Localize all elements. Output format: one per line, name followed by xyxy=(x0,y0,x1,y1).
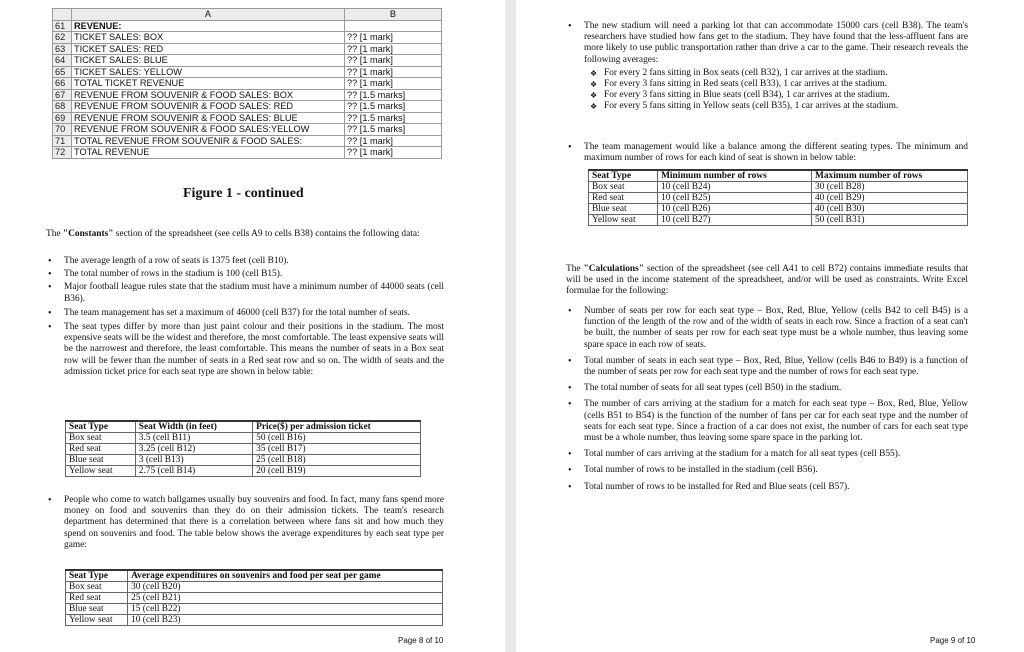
table-cell: 2.75 (cell B14) xyxy=(135,466,252,477)
cell-b: ?? [1 mark] xyxy=(345,78,442,90)
table-cell: 25 (cell B18) xyxy=(253,455,421,466)
list-item: • Number of seats per row for each seat type – Box, Red, Blue, Yellow (cells B42 to cell B45) is a function of the length of the row and of the width of seats in each row. Since a fraction of a seat can't be built, the number of seats per row for each seat type must be a whole number, thus leaving some spare space in each row of seats. xyxy=(566,306,968,351)
list-item: • The team management would like a balance among the different seating types. The minimum and maximum number of rows for each kind of seat is shown in below table: xyxy=(566,142,968,164)
sheet-row xyxy=(53,32,442,44)
table-cell: Box seat xyxy=(66,582,128,593)
list-item xyxy=(566,21,968,113)
cell-b xyxy=(345,20,442,32)
table-cell: 20 (cell B19) xyxy=(253,466,421,477)
cell-b: ?? [1 mark] xyxy=(345,55,442,67)
table-cell: 10 (cell B23) xyxy=(128,615,443,626)
souvenir-spend-table xyxy=(65,569,443,626)
cell-b: ?? [1 mark] xyxy=(345,32,442,44)
table-row xyxy=(66,433,421,444)
rows-min-max-table xyxy=(588,169,968,226)
cell-a: TICKET SALES: RED xyxy=(72,43,345,55)
sheet-row xyxy=(53,112,442,124)
column-header: Minimum number of rows xyxy=(658,170,812,182)
row-number: 64 xyxy=(53,55,72,67)
cell-b: ?? [1.5 marks] xyxy=(345,112,442,124)
constants-intro xyxy=(46,229,444,240)
column-header-a: A xyxy=(72,9,345,21)
sheet-row xyxy=(53,147,442,159)
table-cell: Yellow seat xyxy=(66,615,128,626)
row-number: 66 xyxy=(53,78,72,90)
cell-b: ?? [1 mark] xyxy=(345,147,442,159)
list-item: • The team management has set a maximum of 46000 (cell B37) for the total number of seats. xyxy=(46,308,444,319)
column-header: Price($) per admission ticket xyxy=(253,421,421,433)
table-cell: 40 (cell B29) xyxy=(811,193,967,204)
cell-b: ?? [1.5 marks] xyxy=(345,101,442,113)
sheet-row xyxy=(53,78,442,90)
page-9 xyxy=(516,0,1024,652)
table-cell: 30 (cell B20) xyxy=(128,582,443,593)
list-item: • Major football league rules state that the stadium must have a minimum number of 44000 seats (cell B36). xyxy=(46,282,444,304)
sheet-row xyxy=(53,43,442,55)
sheet-row xyxy=(53,124,442,136)
row-number: 69 xyxy=(53,112,72,124)
table-cell: Yellow seat xyxy=(66,466,136,477)
list-item: • Total number of cars arriving at the stadium for a match for all seat types (cell B55). xyxy=(566,449,968,460)
column-header: Seat Type xyxy=(589,170,658,182)
intro-bold: "Constants" xyxy=(62,229,114,239)
table-cell: 3.25 (cell B12) xyxy=(135,444,252,455)
table-cell: Red seat xyxy=(66,444,136,455)
parking-sub-list xyxy=(590,68,968,113)
cell-a: REVENUE FROM SOUVENIR & FOOD SALES: BOX xyxy=(72,89,345,101)
calculations-intro xyxy=(566,264,968,298)
sheet-row xyxy=(53,55,442,67)
intro-text: The xyxy=(566,264,584,274)
row-number: 61 xyxy=(53,20,72,32)
sheet-row xyxy=(53,66,442,78)
table-cell: Blue seat xyxy=(589,204,658,215)
table-row xyxy=(589,204,968,215)
column-header-row xyxy=(53,9,442,21)
cell-a: REVENUE FROM SOUVENIR & FOOD SALES: RED xyxy=(72,101,345,113)
row-number: 72 xyxy=(53,147,72,159)
table-row xyxy=(66,455,421,466)
column-header: Seat Type xyxy=(66,570,128,582)
column-header-b: B xyxy=(345,9,442,21)
row-number: 70 xyxy=(53,124,72,136)
parking-text: The new stadium will need a parking lot that can accommodate 15000 cars (cell B38). The team's researchers have studied how fans get to the stadium. They have found that the less-affluent fans are more likely to use public transportation rather than drive a car to the game. Their research reveals the following averages: xyxy=(584,21,968,65)
table-cell: 10 (cell B26) xyxy=(658,204,812,215)
sheet-row xyxy=(53,135,442,147)
cell-a: TICKET SALES: BLUE xyxy=(72,55,345,67)
table-body xyxy=(589,182,968,226)
cell-a: REVENUE FROM SOUVENIR & FOOD SALES:YELLOW xyxy=(72,124,345,136)
table-row xyxy=(66,444,421,455)
cell-b: ?? [1 mark] xyxy=(345,43,442,55)
table-cell: 30 (cell B28) xyxy=(811,182,967,193)
table-cell: Red seat xyxy=(589,193,658,204)
cell-a: REVENUE: xyxy=(72,20,345,32)
list-item: • The seat types differ by more than just paint colour and their positions in the stadium. The most expensive seats will be the widest and therefore, the most comfortable. The least expensive seats will be the narrowest and therefore, the least comfortable. This means the number of seats in a Box seat row will be fewer than the number of seats in a Red seat row and so on. The width of seats and the admission ticket price for each seat type are shown in below table: xyxy=(46,322,444,378)
row-number: 62 xyxy=(53,32,72,44)
table-cell: 15 (cell B22) xyxy=(128,604,443,615)
sheet-row xyxy=(53,20,442,32)
table-cell: Blue seat xyxy=(66,604,128,615)
table-header-row xyxy=(589,170,968,182)
table-cell: 3.5 (cell B11) xyxy=(135,433,252,444)
table-cell: 50 (cell B16) xyxy=(253,433,421,444)
page-8 xyxy=(0,0,505,652)
list-item: • The total number of rows in the stadium is 100 (cell B15). xyxy=(46,269,444,280)
seat-width-price-table xyxy=(65,420,421,477)
table-cell: Box seat xyxy=(589,182,658,193)
sub-list-item: ❖ For every 3 fans sitting in Red seats (cell B33), 1 car arrives at the stadium. xyxy=(590,79,968,90)
table-header-row xyxy=(66,421,421,433)
list-item: • Total number of rows to be installed in the stadium (cell B56). xyxy=(566,465,968,476)
cell-a: TOTAL REVENUE xyxy=(72,147,345,159)
table-row xyxy=(66,466,421,477)
row-number: 65 xyxy=(53,66,72,78)
parking-list xyxy=(566,21,968,113)
figure-caption: Figure 1 - continued xyxy=(183,186,304,201)
table-cell: 50 (cell B31) xyxy=(811,215,967,226)
cell-a: REVENUE FROM SOUVENIR & FOOD SALES: BLUE xyxy=(72,112,345,124)
rows-list xyxy=(566,142,968,164)
table-cell: Box seat xyxy=(66,433,136,444)
list-item: • The number of cars arriving at the stadium for a match for each seat type – Box, Red, Blue, Yellow (cells B51 to B54) is the function of the number of fans per car for each seat type and the number of seats for each seat type. Since a fraction of a car does not exist, the number of cars for each seat type must be a whole number, thus leaving some spare space in the parking lot. xyxy=(566,399,968,444)
sub-list-item: ❖ For every 5 fans sitting in Yellow seats (cell B35), 1 car arrives at the stadium. xyxy=(590,101,968,112)
column-header: Maximum number of rows xyxy=(811,170,967,182)
spreadsheet-excerpt xyxy=(52,8,442,159)
sheet-row xyxy=(53,89,442,101)
table-cell: 25 (cell B21) xyxy=(128,593,443,604)
intro-text: The xyxy=(46,229,63,239)
intro-text: section of the spreadsheet (see cells A9 to cells B38) contains the following data: xyxy=(113,229,420,239)
page-number: Page 8 of 10 xyxy=(398,636,444,645)
table-row xyxy=(66,615,443,626)
table-cell: Yellow seat xyxy=(589,215,658,226)
row-number: 68 xyxy=(53,101,72,113)
cell-b: ?? [1 mark] xyxy=(345,135,442,147)
constants-list xyxy=(46,256,444,378)
table-cell: Blue seat xyxy=(66,455,136,466)
table-cell: 10 (cell B24) xyxy=(658,182,812,193)
cell-b: ?? [1.5 marks] xyxy=(345,89,442,101)
table-cell: Red seat xyxy=(66,593,128,604)
cell-b: ?? [1.5 marks] xyxy=(345,124,442,136)
table-row xyxy=(66,593,443,604)
list-item: • The average length of a row of seats is 1375 feet (cell B10). xyxy=(46,256,444,267)
table-row xyxy=(589,182,968,193)
calculations-list xyxy=(566,306,968,493)
sheet-row xyxy=(53,101,442,113)
table-cell: 10 (cell B27) xyxy=(658,215,812,226)
intro-text: section of the spreadsheet (see cell A41 to cell B72) contains immediate results that will be used in the income statement of the spreadsheet, and/or will be used as constraints. Write Excel formulae for the following: xyxy=(566,264,969,297)
row-number: 71 xyxy=(53,135,72,147)
row-number: 63 xyxy=(53,43,72,55)
table-cell: 35 (cell B17) xyxy=(253,444,421,455)
list-item: • Total number of seats in each seat type – Box, Red, Blue, Yellow (cells B46 to B49) is a function of the number of seats per row for each seat type and the number of rows for each seat type. xyxy=(566,356,968,378)
cell-b: ?? [1 mark] xyxy=(345,66,442,78)
column-header: Seat Type xyxy=(66,421,136,433)
list-item: • People who come to watch ballgames usually buy souvenirs and food. In fact, many fans spend more money on food and souvenirs than they do on their admission tickets. The team's research department has determined that there is a correlation between where fans sit and how much they spend on souvenirs and food. The table below shows the average expenditures by each seat type per game: xyxy=(46,495,444,551)
table-row xyxy=(66,582,443,593)
table-body xyxy=(66,582,443,626)
souvenir-list xyxy=(46,495,444,551)
column-header: Average expenditures on souvenirs and food per seat per game xyxy=(128,570,443,582)
column-header: Seat Width (in feet) xyxy=(135,421,252,433)
table-header-row xyxy=(66,570,443,582)
page-gutter xyxy=(505,0,516,652)
cell-a: TICKET SALES: BOX xyxy=(72,32,345,44)
page-number: Page 9 of 10 xyxy=(930,636,976,645)
table-cell: 3 (cell B13) xyxy=(135,455,252,466)
cell-a: TOTAL TICKET REVENUE xyxy=(72,78,345,90)
table-row xyxy=(589,193,968,204)
cell-a: TICKET SALES: YELLOW xyxy=(72,66,345,78)
row-number: 67 xyxy=(53,89,72,101)
table-cell: 10 (cell B25) xyxy=(658,193,812,204)
intro-bold: "Calculations" xyxy=(583,264,644,274)
sub-list-item: ❖ For every 2 fans sitting in Box seats (cell B32), 1 car arrives at the stadium. xyxy=(590,68,968,79)
sub-list-item: ❖ For every 3 fans sitting in Blue seats (cell B34), 1 car arrives at the stadium. xyxy=(590,90,968,101)
corner-cell xyxy=(53,9,72,21)
list-item: • The total number of seats for all seat types (cell B50) in the stadium. xyxy=(566,383,968,394)
table-body xyxy=(66,433,421,477)
table-row xyxy=(589,215,968,226)
cell-a: TOTAL REVENUE FROM SOUVENIR & FOOD SALES: xyxy=(72,135,345,147)
list-item: • Total number of rows to be installed for Red and Blue seats (cell B57). xyxy=(566,482,968,493)
table-cell: 40 (cell B30) xyxy=(811,204,967,215)
table-row xyxy=(66,604,443,615)
